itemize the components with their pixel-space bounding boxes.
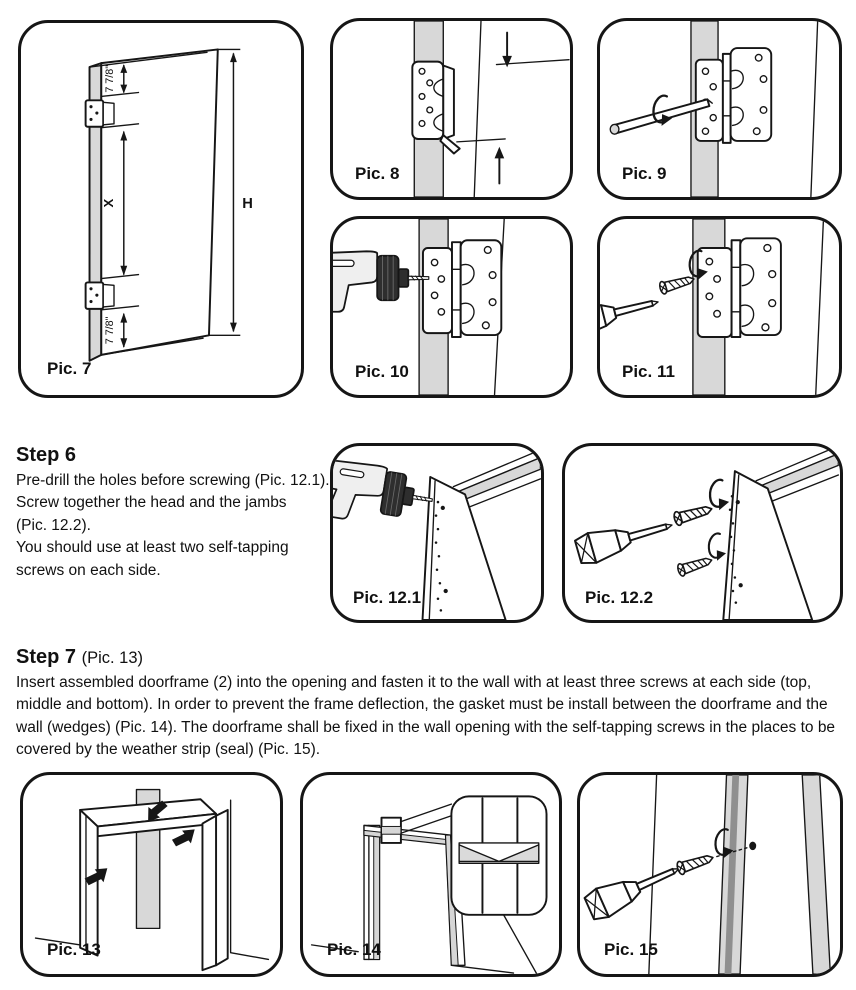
dim-x-label: X [101, 198, 117, 208]
panel-pic-12-2 [562, 443, 843, 623]
drill-icon [333, 458, 436, 532]
screwdriver-icon [583, 855, 685, 923]
doorframe-corner [723, 446, 838, 620]
screw-icon [676, 851, 715, 875]
screw-icon [658, 273, 695, 295]
step-6-line: Pre-drill the holes before screwing (Pic. 12.1). [16, 472, 330, 489]
rotation-arrow-icon [707, 532, 729, 561]
pic-15-label: Pic. 15 [604, 940, 658, 959]
door-dimension-diagram [21, 23, 301, 395]
step-6-line: You should use at least two self-tapping [16, 539, 289, 557]
rotation-arrow-icon [708, 479, 732, 512]
panel-pic-10 [330, 216, 573, 398]
hinge-icon [698, 238, 781, 337]
hinge-bottom-icon [86, 282, 114, 308]
step-6-heading: Step 6 [16, 444, 77, 466]
pic-10-label: Pic. 10 [355, 362, 409, 381]
screwdriver-icon [600, 287, 662, 341]
pic-8-label: Pic. 8 [355, 164, 400, 183]
hinge-icon [423, 240, 501, 337]
wedge-inset [451, 796, 546, 914]
panel-pic-7 [18, 20, 304, 398]
hinge-icon [412, 62, 459, 154]
panel-pic-9 [597, 18, 842, 200]
panel-pic-8 [330, 18, 573, 200]
screw-hole-dot [749, 842, 756, 851]
panel-pic-15 [577, 772, 843, 977]
step-7-section [16, 646, 852, 762]
dim-height-label: H [242, 196, 253, 213]
alignment-arrows [457, 33, 569, 184]
pic-12-2-label: Pic. 12.2 [585, 588, 654, 607]
step-6-section [16, 444, 346, 582]
step-7-heading-note: (Pic. 13) [81, 649, 144, 667]
pic-9-label: Pic. 9 [622, 164, 667, 183]
hinge-top-icon [86, 100, 114, 126]
drill-icon [333, 251, 429, 311]
panel-pic-13 [20, 772, 283, 977]
dim-bottom-label: 7 7/8" [104, 316, 117, 345]
step-7-heading [16, 646, 852, 669]
pic-7-label: Pic. 7 [47, 359, 92, 378]
panel-pic-12-1 [330, 443, 544, 623]
pic-14-label: Pic. 14 [327, 940, 381, 959]
screw-icon [676, 554, 713, 577]
panel-pic-11 [597, 216, 842, 398]
open-hinge-icon [696, 48, 771, 143]
doorframe-corner [423, 450, 541, 620]
step-6-line: Screw together the head and the jambs [16, 494, 287, 512]
dim-top-label: 7 7/8" [104, 64, 117, 93]
pic-11-label: Pic. 11 [622, 362, 675, 381]
step-6-line: screws on each side. [16, 561, 161, 579]
screw-icon [673, 502, 714, 526]
pic-13-label: Pic. 13 [47, 940, 101, 959]
step-7-heading-text: Step 7 [16, 646, 77, 668]
pic-12-1-label: Pic. 12.1 [353, 588, 422, 607]
panel-pic-14 [300, 772, 562, 977]
screwdriver-icon [574, 510, 676, 567]
step-6-line: (Pic. 12.2). [16, 516, 91, 534]
step-7-body: Insert assembled doorframe (2) into the opening and fasten it to the wall with at least three screws at each side (top, middle and bottom). In order to prevent the frame deflection, the gasket must be install between the doorframe and the wall (wedges) (Pic. 14). The doorframe shall be fixed in the wall opening with the self-tapping screws in the places to be covered by the weather strip (seal) (Pic. 15). [16, 674, 836, 759]
